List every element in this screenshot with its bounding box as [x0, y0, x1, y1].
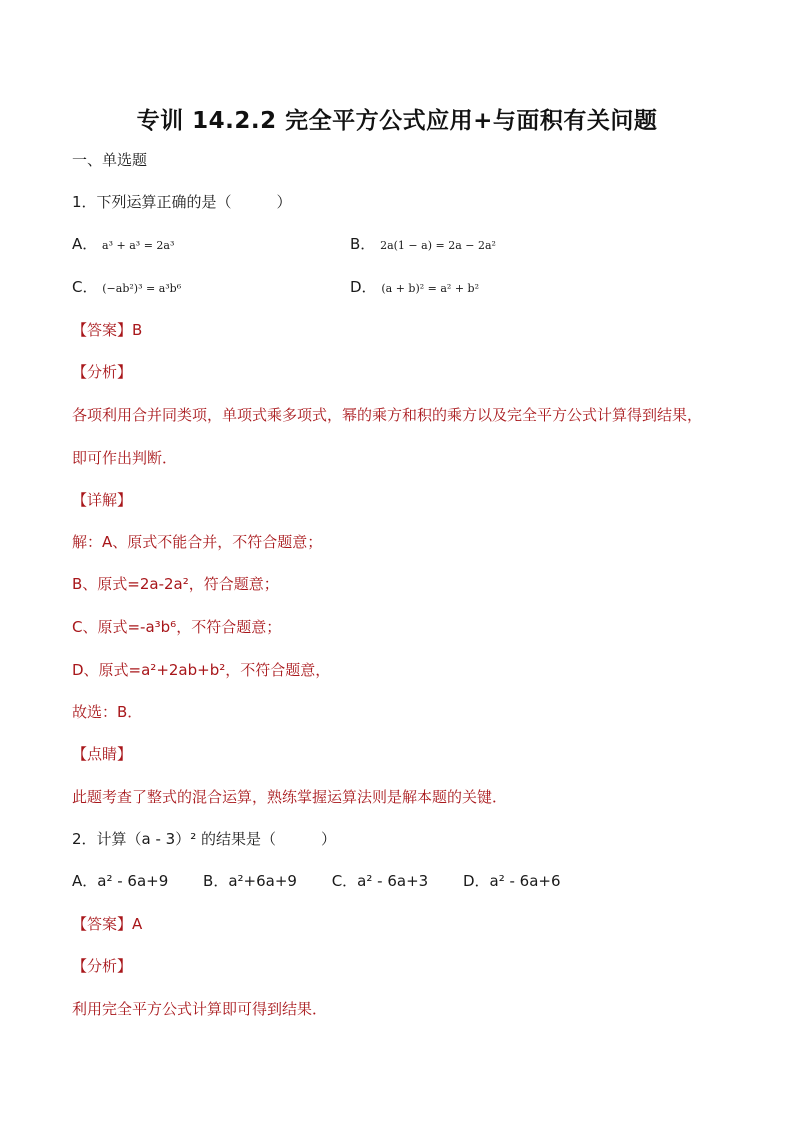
q1-option-a	[72, 234, 174, 256]
q1-option-d-formula: (a + b)² = a² + b²	[381, 282, 479, 295]
q2-analysis-heading: 【分析】	[72, 957, 133, 975]
q2-stem: 2．计算（a - 3）² 的结果是（ ）	[72, 830, 337, 848]
q1-option-c-label: C．	[72, 278, 98, 296]
q1-option-a-formula: a³ + a³ = 2a³	[102, 239, 175, 252]
q1-analysis-heading: 【分析】	[72, 363, 133, 381]
q1-stem: 1．下列运算正确的是（ ）	[72, 193, 292, 211]
q1-comment: 此题考查了整式的混合运算，熟练掌握运算法则是解本题的关键．	[72, 788, 508, 806]
q1-option-c	[72, 277, 181, 299]
q1-option-a-label: A．	[72, 235, 98, 253]
q1-detail-line-4: D、原式=a²+2ab+b²，不符合题意，	[72, 661, 331, 679]
q1-analysis-line-1: 各项利用合并同类项，单项式乘多项式，幂的乘方和积的乘方以及完全平方公式计算得到结果，	[72, 406, 703, 424]
q1-option-d	[350, 277, 479, 299]
q1-option-b	[350, 234, 496, 256]
q1-option-b-formula: 2a(1 − a) = 2a − 2a²	[380, 239, 496, 252]
q2-answer: 【答案】A	[72, 915, 143, 933]
q1-detail-line-5: 故选：B．	[72, 703, 143, 721]
q1-detail-line-1: 解：A、原式不能合并，不符合题意；	[72, 533, 323, 551]
page-title: 专训 14.2.2 完全平方公式应用+与面积有关问题	[136, 108, 658, 134]
q1-answer: 【答案】B	[72, 321, 143, 339]
q1-option-b-label: B．	[350, 235, 376, 253]
q1-option-d-label: D．	[350, 278, 377, 296]
q1-analysis-line-2: 即可作出判断．	[72, 449, 178, 467]
q1-comment-heading: 【点睛】	[72, 745, 133, 763]
q2-analysis-line-1: 利用完全平方公式计算即可得到结果．	[72, 1000, 328, 1018]
q2-options: A．a² - 6a+9 B．a²+6a+9 C．a² - 6a+3 D．a² - 6a+6	[72, 872, 561, 890]
q1-option-c-formula: (−ab²)³ = a³b⁶	[102, 282, 182, 295]
q1-detail-heading: 【详解】	[72, 491, 133, 509]
section-heading: 一、单选题	[72, 151, 148, 169]
q1-detail-line-3: C、原式=-a³b⁶，不符合题意；	[72, 618, 282, 636]
q1-detail-line-2: B、原式=2a-2a²，符合题意；	[72, 575, 279, 593]
